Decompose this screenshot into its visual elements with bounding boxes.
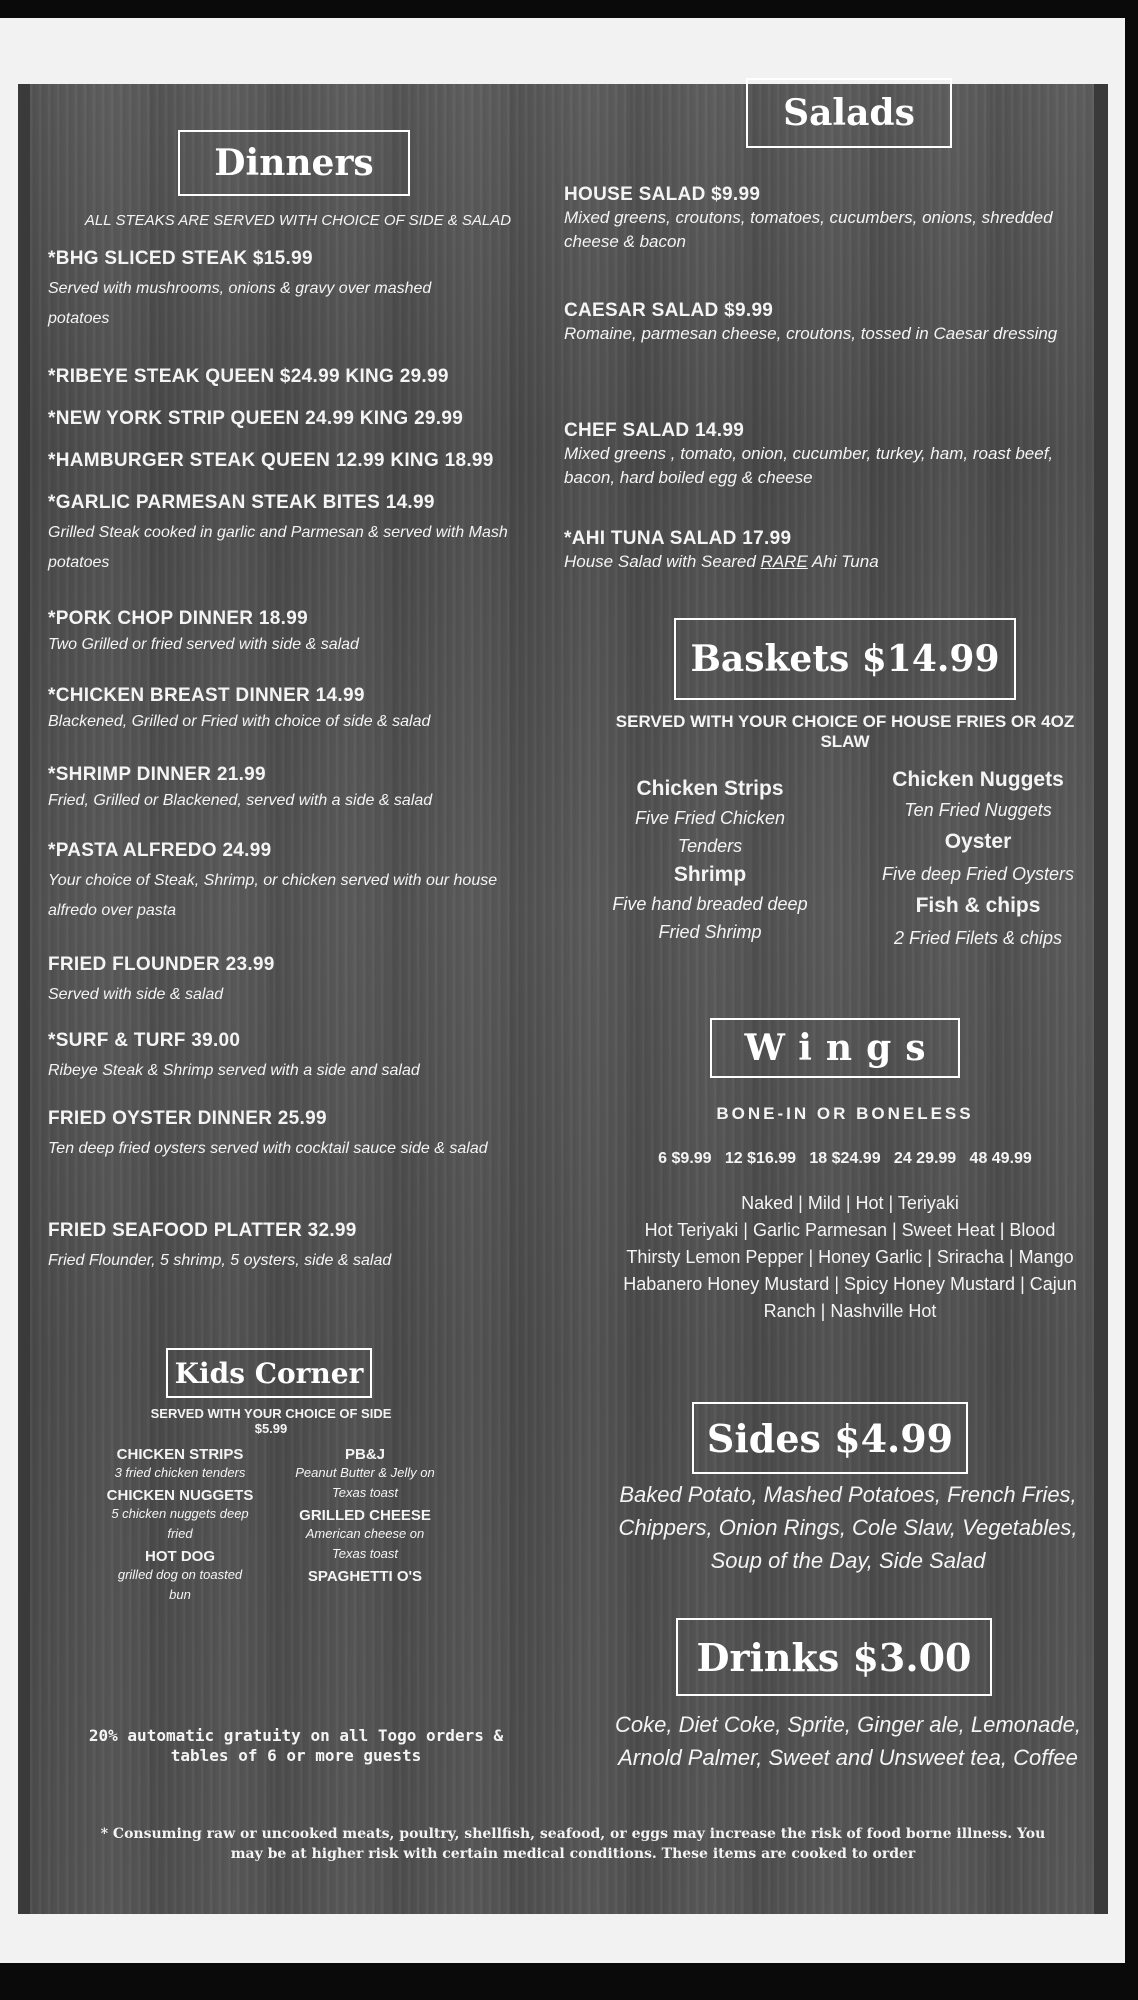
- wings-flavor-line: Naked | Mild | Hot | Teriyaki: [741, 1193, 959, 1213]
- dinner-item-name: *BHG SLICED STEAK $15.99: [48, 248, 313, 269]
- sides-title: Sides $4.99: [706, 1415, 954, 1461]
- wings-flavors: [590, 1190, 1110, 1325]
- dinners-title: Dinners: [214, 142, 374, 184]
- dinner-item-name: *SURF & TURF 39.00: [48, 1030, 241, 1051]
- dinner-item-name: FRIED OYSTER DINNER 25.99: [48, 1108, 327, 1129]
- kids-subtitle: [126, 1406, 416, 1436]
- salad-item: [564, 300, 1084, 346]
- basket-item-name: Chicken Nuggets: [892, 768, 1064, 791]
- wings-title: Wings: [744, 1027, 940, 1069]
- salad-item: [564, 184, 1084, 254]
- sides-line: Soup of the Day, Side Salad: [710, 1548, 986, 1573]
- drinks-title: Drinks $3.00: [696, 1634, 972, 1680]
- kids-item-desc: American cheese on Texas toast: [305, 1526, 425, 1561]
- basket-item-name: Oyster: [944, 830, 1012, 853]
- dinner-item-name: *RIBEYE STEAK QUEEN $24.99 KING 29.99: [48, 366, 449, 387]
- drinks-line: Coke, Diet Coke, Sprite, Ginger ale, Lemonade,: [615, 1712, 1081, 1737]
- wings-flavor-line: Thirsty Lemon Pepper | Honey Garlic | Sriracha | Mango: [626, 1247, 1074, 1267]
- kids-item-name: CHICKEN NUGGETS: [106, 1487, 254, 1504]
- wings-prices: 6 $9.99 12 $16.99 18 $24.99 24 29.99 48 49.99: [658, 1150, 1032, 1167]
- kids-left-column: [96, 1446, 264, 1605]
- dinner-item: [48, 1030, 528, 1086]
- dinner-item: [48, 1220, 528, 1276]
- dinner-item-name: *PASTA ALFREDO 24.99: [48, 840, 272, 861]
- baskets-title: Baskets $14.99: [690, 638, 1000, 680]
- kids-subtitle-line: SERVED WITH YOUR CHOICE OF SIDE: [150, 1406, 392, 1421]
- dinners-heading: [178, 130, 410, 196]
- dinner-item-desc: Fried Flounder, 5 shrimp, 5 oysters, side & salad: [48, 1252, 392, 1269]
- dinner-item-name: FRIED FLOUNDER 23.99: [48, 954, 275, 975]
- salad-item-name: CAESAR SALAD $9.99: [564, 300, 774, 321]
- kids-item-name: PB&J: [344, 1446, 385, 1463]
- kids-item-name: SPAGHETTI O'S: [307, 1568, 423, 1585]
- kids-heading: [166, 1348, 372, 1398]
- disclaimer: [48, 1824, 1098, 1864]
- salad-item-desc: Mixed greens, croutons, tomatoes, cucumbers, onions, shredded cheese & bacon: [564, 208, 1053, 251]
- salads-title: Salads: [783, 92, 915, 134]
- dinner-item: [48, 685, 528, 737]
- gratuity-note: 20% automatic gratuity on all Togo orders & tables of 6 or more guests: [88, 1726, 504, 1765]
- basket-item-name: Fish & chips: [915, 894, 1041, 917]
- dinner-item-desc: Two Grilled or fried served with side & salad: [48, 636, 359, 653]
- basket-item-desc: Tenders: [677, 836, 743, 856]
- kids-item-name: GRILLED CHEESE: [299, 1507, 431, 1524]
- salad-desc-text: House Salad with Seared: [564, 552, 761, 571]
- kids-item-desc: 5 chicken nuggets deep fried: [111, 1506, 249, 1541]
- dinner-item-desc: Grilled Steak cooked in garlic and Parmesan & served with Mash potatoes: [48, 524, 508, 571]
- wings-flavor-line: Habanero Honey Mustard | Spicy Honey Mustard | Cajun: [623, 1274, 1077, 1294]
- kids-item-name: HOT DOG: [145, 1548, 215, 1565]
- salads-heading: [746, 78, 952, 148]
- basket-item-desc: Fried Shrimp: [658, 922, 762, 942]
- wings-subtitle: BONE-IN OR BONELESS: [716, 1104, 974, 1123]
- dinner-item: [48, 608, 528, 660]
- kids-item-name: CHICKEN STRIPS: [116, 1446, 244, 1463]
- drinks-list: [578, 1708, 1118, 1774]
- salad-item-name: *AHI TUNA SALAD 17.99: [564, 528, 792, 549]
- wings-flavor-line: Ranch | Nashville Hot: [763, 1301, 937, 1321]
- dinner-item-desc: Ribeye Steak & Shrimp served with a side and salad: [48, 1062, 420, 1079]
- dinner-item-name: *GARLIC PARMESAN STEAK BITES 14.99: [48, 492, 435, 513]
- dinner-item-name: *SHRIMP DINNER 21.99: [48, 764, 266, 785]
- baskets-right-column: [858, 764, 1098, 952]
- dinner-item-desc: Fried, Grilled or Blackened, served with a side & salad: [48, 792, 433, 809]
- dinner-item-name: *CHICKEN BREAST DINNER 14.99: [48, 685, 365, 706]
- dinner-item-name: *HAMBURGER STEAK QUEEN 12.99 KING 18.99: [48, 450, 494, 471]
- basket-item-desc: Five Fried Chicken: [634, 808, 786, 828]
- kids-item-desc: Peanut Butter & Jelly on Texas toast: [295, 1465, 435, 1500]
- salad-item-desc: Mixed greens , tomato, onion, cucumber, turkey, ham, roast beef, bacon, hard boiled egg & cheese: [564, 444, 1054, 487]
- drinks-line: Arnold Palmer, Sweet and Unsweet tea, Coffee: [618, 1745, 1078, 1770]
- kids-price: $5.99: [254, 1421, 288, 1436]
- dinner-item-name: FRIED SEAFOOD PLATTER 32.99: [48, 1220, 357, 1241]
- baskets-heading: [674, 618, 1016, 700]
- dinner-item-desc: Served with mushrooms, onions & gravy over mashed potatoes: [48, 280, 432, 327]
- dinner-item-desc: Blackened, Grilled or Fried with choice of side & salad: [48, 713, 431, 730]
- sides-line: Chippers, Onion Rings, Cole Slaw, Vegetables,: [618, 1515, 1078, 1540]
- dinner-item: [48, 1108, 508, 1164]
- dinner-item: [48, 492, 508, 578]
- kids-item-desc: 3 fried chicken tenders: [114, 1465, 246, 1480]
- dinner-item: [48, 248, 488, 334]
- salad-item-desc: Romaine, parmesan cheese, croutons, tossed in Caesar dressing: [564, 324, 1058, 343]
- salad-item: [564, 420, 1084, 490]
- salad-item: [564, 528, 1084, 574]
- dinner-item-desc: Ten deep fried oysters served with cocktail sauce side & salad: [48, 1140, 488, 1157]
- basket-item-desc: Five deep Fried Oysters: [881, 864, 1075, 884]
- salad-desc-text: Ahi Tuna: [807, 552, 879, 571]
- kids-title: Kids Corner: [174, 1356, 364, 1390]
- sides-line: Baked Potato, Mashed Potatoes, French Fries,: [619, 1482, 1077, 1507]
- kids-item-desc: grilled dog on toasted bun: [117, 1567, 243, 1602]
- basket-item-desc: Ten Fried Nuggets: [904, 800, 1052, 820]
- kids-right-column: [284, 1446, 446, 1585]
- basket-item-name: Chicken Strips: [636, 777, 784, 800]
- basket-item-desc: 2 Fried Filets & chips: [893, 928, 1063, 948]
- sides-list: [578, 1478, 1118, 1577]
- basket-item-name: Shrimp: [673, 863, 747, 886]
- salad-desc-underlined: RARE: [760, 552, 808, 571]
- wings-heading: [710, 1018, 960, 1078]
- salad-item-desc: [564, 550, 1084, 574]
- dinner-item: [48, 840, 508, 926]
- dinner-item-name: *NEW YORK STRIP QUEEN 24.99 KING 29.99: [48, 408, 464, 429]
- salad-item-name: CHEF SALAD 14.99: [564, 420, 745, 441]
- baskets-left-column: [590, 774, 830, 946]
- dinner-item: [48, 764, 528, 816]
- baskets-subtitle: SERVED WITH YOUR CHOICE OF HOUSE FRIES OR 4OZ SLAW: [615, 712, 1075, 751]
- salad-item-name: HOUSE SALAD $9.99: [564, 184, 761, 205]
- wings-flavor-line: Hot Teriyaki | Garlic Parmesan | Sweet Heat | Blood: [644, 1220, 1056, 1240]
- dinners-subtitle: ALL STEAKS ARE SERVED WITH CHOICE OF SIDE & SALAD: [84, 212, 512, 229]
- drinks-heading: [676, 1618, 992, 1696]
- dinner-item-desc: Served with side & salad: [48, 986, 224, 1003]
- menu-board: [18, 84, 1108, 1914]
- sides-heading: [692, 1402, 968, 1474]
- dinner-item: [48, 954, 508, 1010]
- disclaimer-line: may be at higher risk with certain medical conditions. These items are cooked to order: [230, 1846, 916, 1862]
- dinner-item-desc: Your choice of Steak, Shrimp, or chicken served with our house alfredo over pasta: [48, 872, 498, 919]
- basket-item-desc: Five hand breaded deep: [612, 894, 808, 914]
- disclaimer-line: * Consuming raw or uncooked meats, poultry, shellfish, seafood, or eggs may increase the risk of food borne illness. You: [100, 1826, 1046, 1842]
- dinner-item-name: *PORK CHOP DINNER 18.99: [48, 608, 308, 629]
